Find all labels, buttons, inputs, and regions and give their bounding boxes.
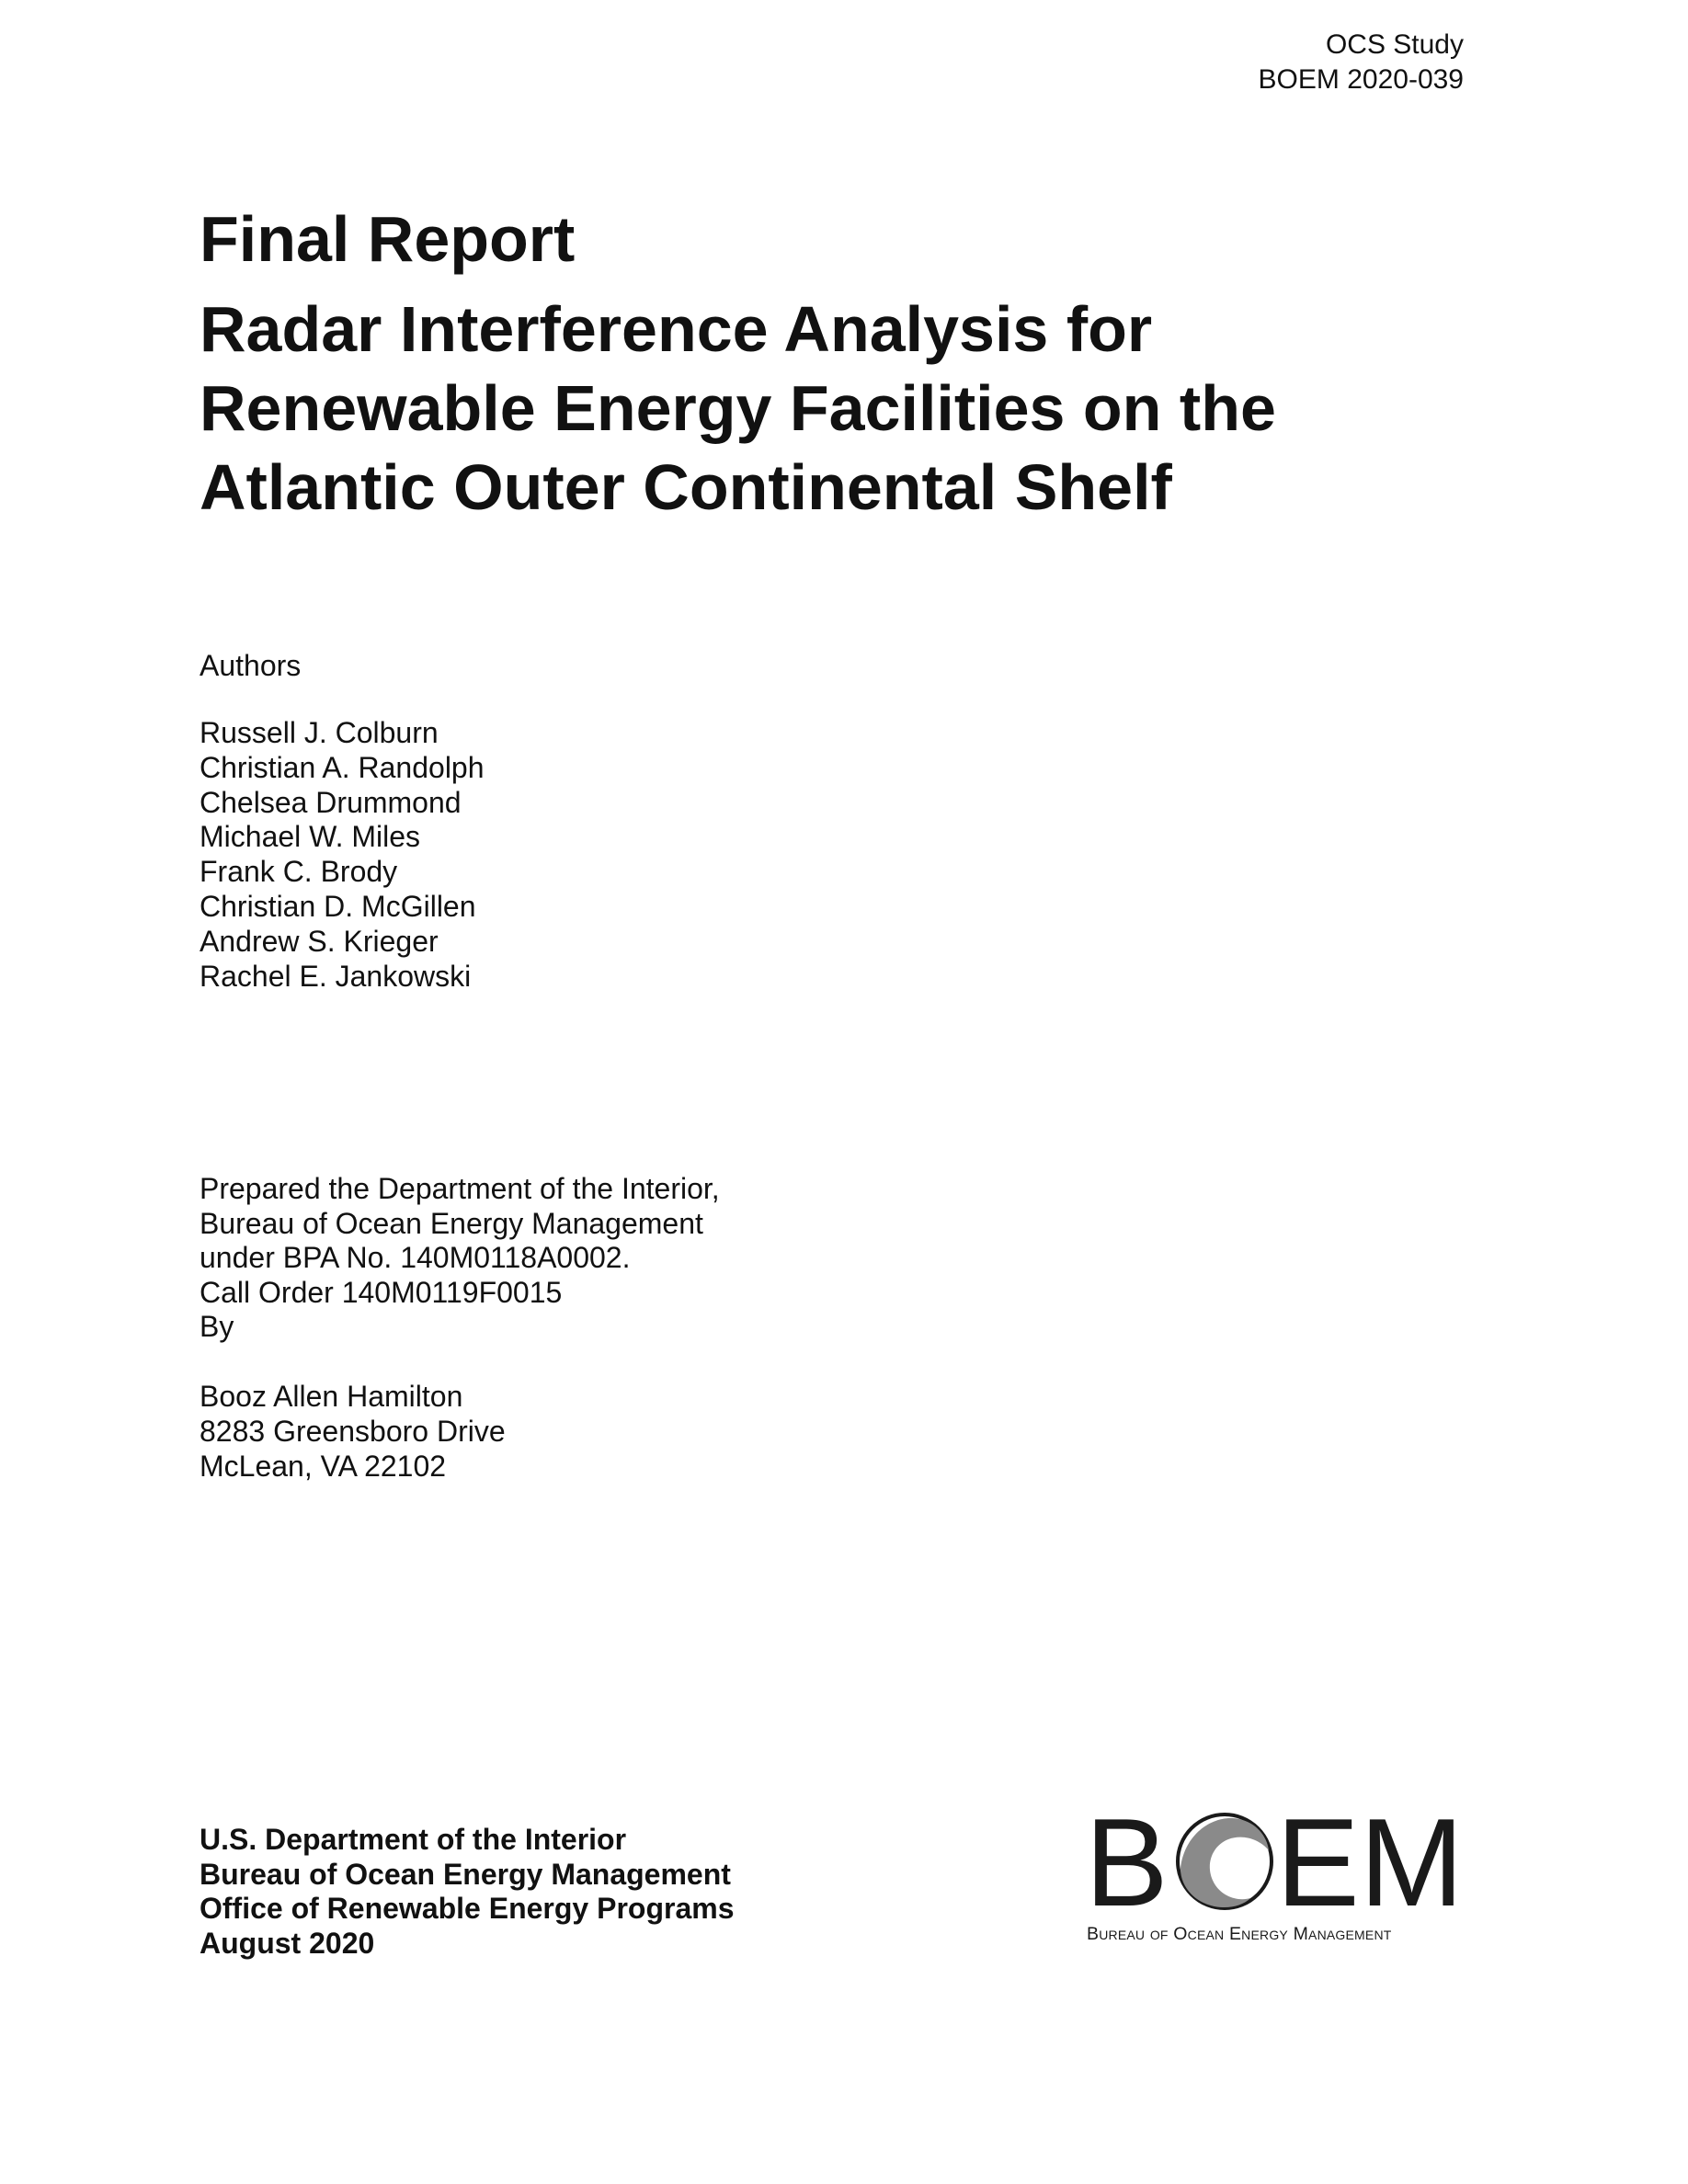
author-name: Christian D. McGillen	[200, 889, 476, 923]
author-name: Russell J. Colburn	[200, 716, 439, 749]
author-name: Michael W. Miles	[200, 820, 421, 854]
title-block	[200, 198, 1395, 527]
report-type: Final Report	[200, 203, 576, 275]
prepared-line: By	[200, 1310, 234, 1343]
report-title-line: Radar Interference Analysis for	[200, 293, 1153, 365]
author-name: Christian A. Randolph	[200, 750, 485, 784]
study-number: BOEM 2020-039	[1258, 64, 1464, 95]
boem-logo-letters-em: EM	[1276, 1797, 1464, 1932]
study-id	[1259, 28, 1464, 97]
prepared-line: under BPA No. 140M0118A0002.	[200, 1241, 631, 1274]
author-name: Chelsea Drummond	[200, 785, 462, 819]
author-name: Andrew S. Krieger	[200, 924, 439, 958]
footer-department: U.S. Department of the Interior	[200, 1823, 627, 1856]
contractor-address	[200, 1379, 506, 1484]
authors-label: Authors	[200, 649, 302, 682]
report-title	[200, 290, 1395, 527]
report-title-line: Renewable Energy Facilities on the	[200, 372, 1276, 444]
footer-office: Office of Renewable Energy Programs	[200, 1892, 735, 1925]
prepared-line: Prepared the Department of the Interior,	[200, 1172, 720, 1205]
contractor-street: 8283 Greensboro Drive	[200, 1415, 506, 1448]
boem-logo-letter-b: B	[1085, 1797, 1169, 1932]
contractor-name: Booz Allen Hamilton	[200, 1380, 463, 1413]
author-name: Frank C. Brody	[200, 855, 398, 889]
footer-organization	[200, 1823, 735, 1961]
prepared-statement	[200, 1172, 720, 1345]
prepared-line: Call Order 140M0119F0015	[200, 1275, 563, 1309]
report-title-line: Atlantic Outer Continental Shelf	[200, 451, 1172, 523]
prepared-line: Bureau of Ocean Energy Management	[200, 1206, 703, 1240]
boem-logo-tagline: Bureau of Ocean Energy Management	[1087, 1924, 1392, 1944]
authors-list	[200, 716, 485, 994]
footer-date: August 2020	[200, 1926, 375, 1960]
author-name: Rachel E. Jankowski	[200, 959, 472, 993]
study-series: OCS Study	[1325, 29, 1464, 60]
boem-logo	[1085, 1797, 1489, 1962]
footer-bureau: Bureau of Ocean Energy Management	[200, 1857, 731, 1891]
boem-logo-wave-icon	[1178, 1814, 1272, 1908]
contractor-city: McLean, VA 22102	[200, 1450, 447, 1483]
